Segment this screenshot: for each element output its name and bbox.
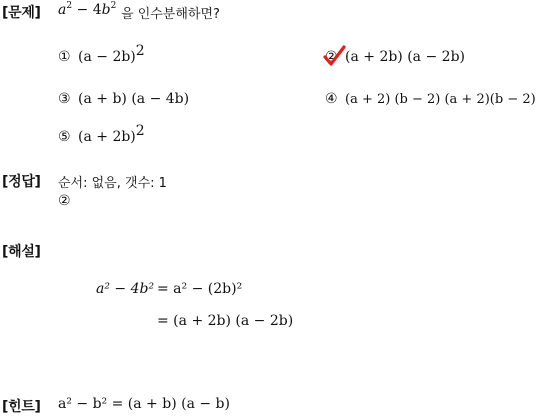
choice-4[interactable]	[325, 88, 536, 107]
choice-3-number: ③	[58, 91, 71, 107]
choice-5[interactable]	[58, 123, 145, 145]
choice-1-number: ①	[58, 49, 71, 65]
choice-3-text: (a + b) (a − 4b)	[78, 91, 190, 107]
problem-expression: $a^2 - 4b^2$	[58, 1, 117, 18]
choice-5-number: ⑤	[58, 129, 71, 145]
answer-value: ②	[58, 193, 71, 209]
choice-4-text: (a + 2) (b − 2) (a + 2)(b − 2)	[345, 92, 536, 107]
choice-1-text: (a − 2b)	[78, 49, 136, 65]
hint-label: [힌트]	[2, 399, 41, 415]
answer-meta: 순서: 없음, 갯수: 1	[58, 176, 167, 191]
solution-line2: = (a + 2b) (a − 2b)	[157, 313, 294, 329]
choice-2-text: (a + 2b) (a − 2b)	[345, 49, 465, 65]
solution-label: [해설]	[2, 244, 41, 260]
check-mark-icon	[322, 44, 348, 68]
choice-1[interactable]	[58, 43, 145, 65]
solution-line1-right: = a² − (2b)²	[157, 281, 243, 297]
choice-3[interactable]	[58, 88, 189, 107]
choice-4-number: ④	[325, 91, 338, 107]
hint-formula: a² − b² = (a + b) (a − b)	[58, 396, 230, 412]
problem-question: 을 인수분해하면?	[121, 7, 220, 22]
choice-5-sup: 2	[135, 123, 145, 139]
answer-label: [정답]	[2, 174, 41, 190]
choice-2-number: ②	[325, 49, 338, 65]
choice-1-sup: 2	[135, 43, 145, 59]
solution-line1-left: a² − 4b²	[96, 281, 155, 297]
problem-label: [문제]	[2, 5, 41, 21]
choice-5-text: (a + 2b)	[78, 129, 136, 145]
